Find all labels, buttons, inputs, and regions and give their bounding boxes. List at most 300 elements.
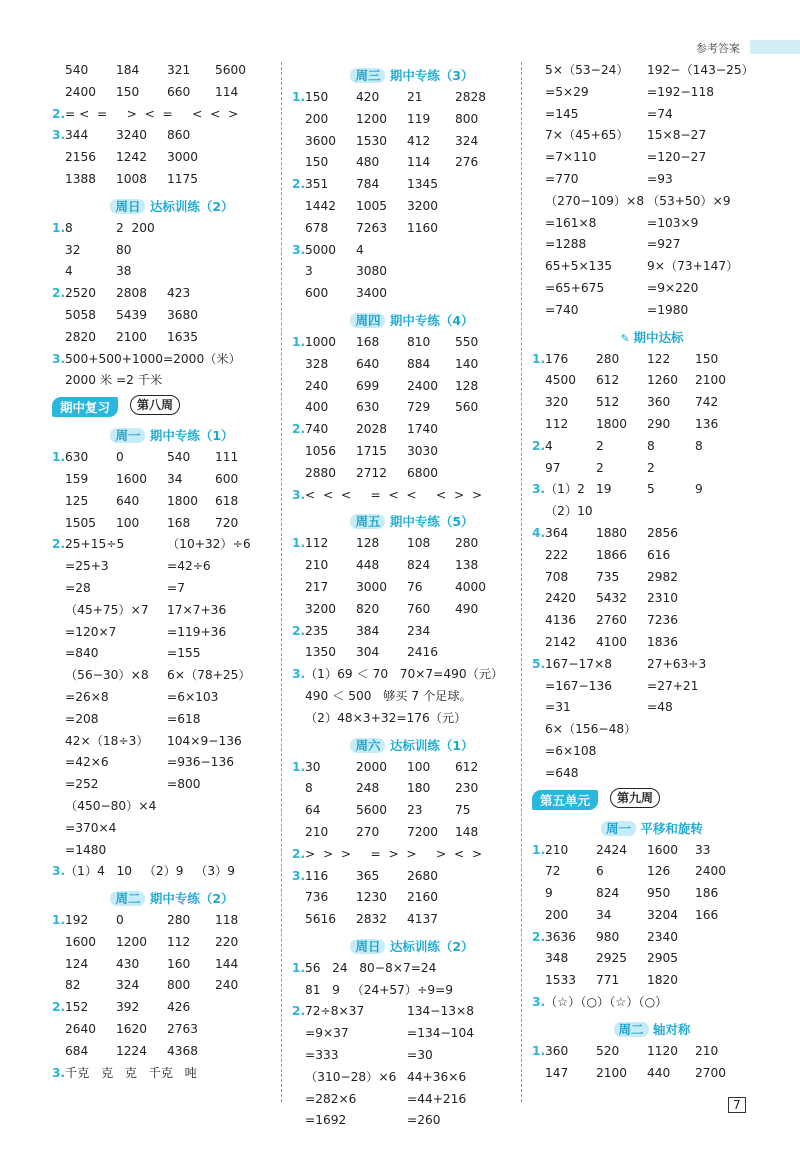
answer-cell: 76	[407, 579, 423, 594]
answer-line	[52, 861, 292, 883]
answer-line	[292, 463, 532, 485]
question-number: 4.	[532, 525, 546, 540]
answer-cell: 147	[545, 1065, 569, 1080]
question-number: 1.	[532, 1043, 546, 1058]
answer-cell: 1866	[596, 547, 628, 562]
answer-cell: 9	[695, 482, 703, 497]
answer-cell: =740	[545, 302, 579, 317]
question-number: 3.	[532, 482, 546, 497]
answer-cell: 3200	[305, 601, 337, 616]
answer-cell: 824	[407, 558, 431, 573]
section-title: 达标训练（2）	[149, 198, 234, 214]
answer-cell: 800	[167, 978, 191, 993]
answer-cell: 3080	[356, 264, 388, 279]
answer-cell: 660	[167, 84, 191, 99]
answer-cell: =770	[545, 171, 579, 186]
section-title-wrap	[606, 1020, 699, 1038]
answer-line	[532, 501, 772, 523]
answer-cell: 100	[116, 515, 140, 530]
answer-cell: 3400	[356, 286, 388, 301]
answer-cell: 384	[356, 623, 380, 638]
column-2	[292, 60, 532, 1132]
question-number: 2.	[52, 1000, 66, 1015]
answer-cell: 9	[545, 886, 553, 901]
answer-cell: 3000	[356, 579, 388, 594]
answer-line	[532, 300, 772, 322]
section-heading	[532, 813, 772, 840]
answer-cell: 2880	[305, 465, 337, 480]
answer-cell: 2156	[65, 150, 97, 165]
answer-cell: =1980	[647, 302, 689, 317]
answer-cell: 2	[596, 438, 604, 453]
question-number: 3.	[292, 487, 306, 502]
answer-line	[52, 665, 292, 687]
answer-cell: 210	[545, 842, 569, 857]
day-label: 周二	[110, 891, 145, 906]
answer-cell: 290	[647, 416, 671, 431]
answer-cell: 15×8−27	[647, 128, 707, 143]
section-title: 轴对称	[652, 1021, 691, 1037]
answer-cell: 2100	[116, 329, 148, 344]
answer-line	[292, 533, 532, 555]
answer-cell: 112	[167, 934, 191, 949]
answer-cell: （450−80）×4	[65, 798, 157, 813]
answer-cell: =161×8	[545, 215, 597, 230]
answer-line	[52, 469, 292, 491]
answer-cell: 200	[545, 907, 569, 922]
answer-cell: 6×（78+25）	[167, 668, 251, 683]
answer-cell: （45+75）×7	[65, 602, 149, 617]
answer-cell: 360	[647, 395, 671, 410]
answer-cell: 520	[596, 1043, 620, 1058]
answer-cell: 4136	[545, 613, 577, 628]
answer-cell: 2832	[356, 912, 388, 927]
answer-cell: 38	[116, 264, 132, 279]
answer-cell: 240	[305, 378, 329, 393]
answer-cell: 234	[407, 623, 431, 638]
day-label: 周六	[350, 738, 385, 753]
answer-line	[532, 545, 772, 567]
answer-cell: 1505	[65, 515, 97, 530]
answer-cell: 5616	[305, 912, 337, 927]
answer-line	[532, 905, 772, 927]
answer-cell: 30	[305, 759, 321, 774]
answer-cell: 2000 米 =2 千米	[65, 373, 163, 388]
answer-cell: 2763	[167, 1022, 199, 1037]
question-number: 2.	[292, 422, 306, 437]
answer-cell: 600	[215, 471, 239, 486]
answer-line	[532, 927, 772, 949]
answer-line	[532, 992, 772, 1014]
answer-cell: 2310	[647, 591, 679, 606]
answer-cell: 2982	[647, 569, 679, 584]
answer-line	[52, 283, 292, 305]
answer-line	[292, 485, 532, 507]
answer-cell: 5432	[596, 591, 628, 606]
answer-line	[52, 447, 292, 469]
answer-line	[292, 441, 532, 463]
question-number: 2.	[292, 846, 306, 861]
answer-cell: 490	[455, 601, 479, 616]
answer-cell: 1120	[647, 1043, 679, 1058]
answer-line	[532, 370, 772, 392]
section-heading	[292, 931, 532, 958]
answer-cell: 2712	[356, 465, 388, 480]
answer-cell: 108	[407, 536, 431, 551]
answer-line	[292, 131, 532, 153]
answer-line	[52, 910, 292, 932]
answer-line	[532, 169, 772, 191]
answer-cell: 4	[65, 264, 73, 279]
answer-cell: 8	[647, 438, 655, 453]
answer-cell: 1224	[116, 1043, 148, 1058]
answer-line	[532, 392, 772, 414]
section-heading	[292, 506, 532, 533]
answer-cell: 134−13×8	[407, 1004, 474, 1019]
section-heading	[532, 1014, 772, 1041]
answer-cell: 512	[596, 395, 620, 410]
answer-line	[52, 600, 292, 622]
answer-line	[52, 1019, 292, 1041]
answer-cell: 9×（73+147）	[647, 259, 739, 274]
answer-cell: =31	[545, 700, 571, 715]
answer-cell: 4	[356, 242, 364, 257]
answer-line	[292, 376, 532, 398]
answer-cell: 3600	[305, 133, 337, 148]
column-1	[52, 60, 292, 1084]
answer-line	[532, 82, 772, 104]
answer-line	[292, 599, 532, 621]
answer-cell: 1242	[116, 150, 148, 165]
answer-cell: 699	[356, 378, 380, 393]
answer-cell: 2424	[596, 842, 628, 857]
answer-cell: =134−104	[407, 1026, 474, 1041]
question-number: 3.	[52, 351, 66, 366]
answer-cell: 426	[167, 1000, 191, 1015]
answer-cell: 136	[695, 416, 719, 431]
answer-cell: （2）48×3+32=176（元）	[305, 710, 467, 725]
answer-cell: 2400	[65, 84, 97, 99]
answer-line	[532, 719, 772, 741]
answer-cell: =208	[65, 711, 99, 726]
answer-cell: =145	[545, 106, 579, 121]
unit-heading	[52, 392, 292, 420]
unit-label: 期中复习	[52, 397, 118, 417]
answer-cell: 7200	[407, 824, 439, 839]
answer-cell: 2420	[545, 591, 577, 606]
answer-cell: =936−136	[167, 755, 234, 770]
answer-cell: 32	[65, 242, 81, 257]
answer-cell: 42×（18÷3）	[65, 733, 149, 748]
answer-cell: 144	[215, 956, 239, 971]
answer-cell: =27+21	[647, 678, 699, 693]
section-title-wrap	[593, 819, 711, 837]
answer-cell: 千克 克 克 千克 吨	[65, 1065, 197, 1080]
answer-line	[292, 621, 532, 643]
answer-cell: （56−30）×8	[65, 668, 149, 683]
answer-cell: 1620	[116, 1022, 148, 1037]
answer-cell: =260	[407, 1113, 441, 1128]
answer-line	[292, 1001, 532, 1023]
answer-cell: 220	[215, 934, 239, 949]
answer-line	[532, 213, 772, 235]
question-number: 3.	[52, 128, 66, 143]
question-number: 2.	[292, 1004, 306, 1019]
answer-cell: 2160	[407, 890, 439, 905]
answer-cell: 167−17×8	[545, 656, 612, 671]
answer-cell: =7	[167, 580, 185, 595]
answer-cell: 950	[647, 886, 671, 901]
answer-cell: 2400	[407, 378, 439, 393]
answer-cell: 235	[305, 623, 329, 638]
answer-line	[52, 534, 292, 556]
answer-cell: =167−136	[545, 678, 612, 693]
answer-cell: 1442	[305, 198, 337, 213]
answer-cell: =65+675	[545, 280, 605, 295]
answer-line	[52, 370, 292, 392]
question-number: 2.	[52, 286, 66, 301]
answer-cell: 0	[116, 450, 124, 465]
answer-line	[532, 948, 772, 970]
answer-cell: 1056	[305, 443, 337, 458]
answer-cell: 612	[455, 759, 479, 774]
answer-cell: =155	[167, 646, 201, 661]
day-label: 周二	[614, 1022, 649, 1037]
answer-cell: 111	[215, 450, 239, 465]
answer-cell: 2	[596, 460, 604, 475]
answer-cell: 7236	[647, 613, 679, 628]
answer-line	[292, 642, 532, 664]
question-number: 2.	[292, 623, 306, 638]
answer-cell: （2）10	[545, 504, 593, 519]
section-title-wrap	[342, 512, 481, 530]
answer-cell: 5000	[305, 242, 337, 257]
answer-cell: 800	[455, 111, 479, 126]
answer-line	[52, 752, 292, 774]
answer-cell: =119+36	[167, 624, 227, 639]
question-number: 1.	[532, 351, 546, 366]
answer-cell: 152	[65, 1000, 89, 1015]
answer-line	[52, 818, 292, 840]
answer-cell: 82	[65, 978, 81, 993]
answer-cell: 33	[695, 842, 711, 857]
answer-cell: 2820	[65, 329, 97, 344]
answer-line	[292, 240, 532, 262]
answer-cell: 320	[545, 395, 569, 410]
answer-cell: =252	[65, 777, 99, 792]
answer-line	[52, 60, 292, 82]
answer-line	[52, 796, 292, 818]
answer-line	[52, 840, 292, 862]
answer-cell: 4000	[455, 579, 487, 594]
answer-cell: 34	[167, 471, 183, 486]
answer-cell: 222	[545, 547, 569, 562]
answer-cell: 1600	[116, 471, 148, 486]
answer-line	[52, 513, 292, 535]
answer-cell: 44+36×6	[407, 1069, 467, 1084]
answer-cell: 3204	[647, 907, 679, 922]
answer-cell: 276	[455, 155, 479, 170]
answer-cell: =840	[65, 646, 99, 661]
answer-cell: 6800	[407, 465, 439, 480]
answer-cell: 1005	[356, 198, 388, 213]
pencil-icon: ✎	[620, 331, 634, 345]
answer-line	[52, 147, 292, 169]
answer-line	[292, 866, 532, 888]
answer-cell: 2640	[65, 1022, 97, 1037]
answer-cell: =800	[167, 777, 201, 792]
answer-cell: 1530	[356, 133, 388, 148]
answer-cell: 735	[596, 569, 620, 584]
answer-cell: 440	[647, 1065, 671, 1080]
answer-cell: 2520	[65, 286, 97, 301]
answer-cell: 128	[455, 378, 479, 393]
question-number: 3.	[292, 667, 306, 682]
answer-cell: 3	[305, 264, 313, 279]
section-title-wrap	[342, 937, 481, 955]
answer-cell: 7263	[356, 220, 388, 235]
answer-cell: 1160	[407, 220, 439, 235]
answer-cell: =93	[647, 171, 673, 186]
answer-cell: 4100	[596, 634, 628, 649]
answer-cell: 2 200	[116, 220, 155, 235]
answer-line	[532, 970, 772, 992]
answer-cell: 365	[356, 868, 380, 883]
answer-line	[292, 1045, 532, 1067]
answer-cell: 344	[65, 128, 89, 143]
answer-cell: 64	[305, 803, 321, 818]
answer-cell: < < < = < < < > >	[305, 487, 483, 502]
answer-cell: 21	[407, 90, 423, 104]
answer-cell: 138	[455, 558, 479, 573]
answer-cell: 3030	[407, 443, 439, 458]
answer-line	[292, 686, 532, 708]
answer-cell: =9×37	[305, 1026, 349, 1041]
answer-cell: 1800	[596, 416, 628, 431]
answer-cell: 1880	[596, 525, 628, 540]
answer-cell: =370×4	[65, 820, 117, 835]
answer-line	[532, 567, 772, 589]
question-number: 2.	[52, 106, 66, 121]
answer-cell: 5600	[356, 803, 388, 818]
answer-cell: 980	[596, 929, 620, 944]
answer-line	[532, 436, 772, 458]
answer-cell: 4500	[545, 373, 577, 388]
question-number: 1.	[292, 759, 306, 774]
answer-cell: 824	[596, 886, 620, 901]
answer-cell: 5600	[215, 63, 247, 77]
answer-cell: 2400	[695, 864, 727, 879]
answer-cell: 4137	[407, 912, 439, 927]
answer-cell: =42÷6	[167, 559, 211, 574]
answer-cell: 19	[596, 482, 612, 497]
answer-cell: > > > = > > > < >	[305, 846, 483, 861]
answer-line	[292, 555, 532, 577]
answer-cell: 810	[407, 334, 431, 349]
answer-cell: 400	[305, 400, 329, 415]
header-bar	[750, 40, 800, 54]
answer-cell: 678	[305, 220, 329, 235]
answer-cell: 2905	[647, 951, 679, 966]
answer-cell: 75	[455, 803, 471, 818]
answer-cell: 2760	[596, 613, 628, 628]
answer-line	[532, 278, 772, 300]
answer-cell: 2416	[407, 645, 439, 660]
section-heading	[292, 730, 532, 757]
week-label: 第八周	[130, 395, 180, 415]
day-label: 周日	[110, 199, 145, 214]
answer-cell: =103×9	[647, 215, 699, 230]
answer-cell: 7×（45+65）	[545, 128, 629, 143]
question-number: 2.	[532, 929, 546, 944]
answer-cell: 2680	[407, 868, 439, 883]
answer-cell: 2000	[356, 759, 388, 774]
answer-cell: 150	[305, 90, 329, 104]
answer-cell: 114	[407, 155, 431, 170]
answer-line	[532, 414, 772, 436]
answer-cell: 1345	[407, 177, 439, 192]
answer-line	[52, 975, 292, 997]
answer-cell: 640	[116, 493, 140, 508]
answer-line	[532, 676, 772, 698]
question-number: 1.	[292, 90, 306, 104]
answer-cell: =1480	[65, 842, 107, 857]
answer-cell: 2142	[545, 634, 577, 649]
answer-cell: 116	[305, 868, 329, 883]
answer-line	[532, 632, 772, 654]
answer-line	[52, 240, 292, 262]
answer-cell: 114	[215, 84, 239, 99]
answer-line	[532, 697, 772, 719]
answer-line	[52, 687, 292, 709]
answer-line	[292, 887, 532, 909]
answer-cell: =26×8	[65, 689, 109, 704]
answer-cell: 560	[455, 400, 479, 415]
section-title: 平移和旋转	[640, 820, 703, 836]
answer-cell: 1350	[305, 645, 337, 660]
answer-cell: 420	[356, 90, 380, 104]
answer-line	[52, 774, 292, 796]
answer-line	[292, 354, 532, 376]
answer-cell: 348	[545, 951, 569, 966]
answer-cell: 1533	[545, 973, 577, 988]
answer-line	[52, 218, 292, 240]
answer-cell: 25+15÷5	[65, 537, 125, 552]
answer-cell: 148	[455, 824, 479, 839]
question-number: 2.	[532, 438, 546, 453]
answer-cell: 448	[356, 558, 380, 573]
answer-cell: =192−118	[647, 84, 714, 99]
answer-cell: 5	[647, 482, 655, 497]
answer-cell: 760	[407, 601, 431, 616]
answer-cell: 124	[65, 956, 89, 971]
answer-line	[52, 731, 292, 753]
answer-cell: 210	[695, 1043, 719, 1058]
answer-cell: （270−109）×8	[545, 193, 645, 208]
answer-cell: 56 24 80−8×7=24	[305, 960, 437, 975]
answer-cell: 600	[305, 286, 329, 301]
answer-cell: =6×108	[545, 743, 597, 758]
answer-line	[532, 1041, 772, 1063]
answer-cell: =48	[647, 700, 673, 715]
question-number: 2.	[52, 537, 66, 552]
answer-line	[52, 169, 292, 191]
answer-cell: （10+32）÷6	[167, 537, 251, 552]
answer-cell: 2	[647, 460, 655, 475]
answer-cell: 65+5×135	[545, 259, 612, 274]
answer-cell: =927	[647, 237, 681, 252]
answer-cell: =42×6	[65, 755, 109, 770]
